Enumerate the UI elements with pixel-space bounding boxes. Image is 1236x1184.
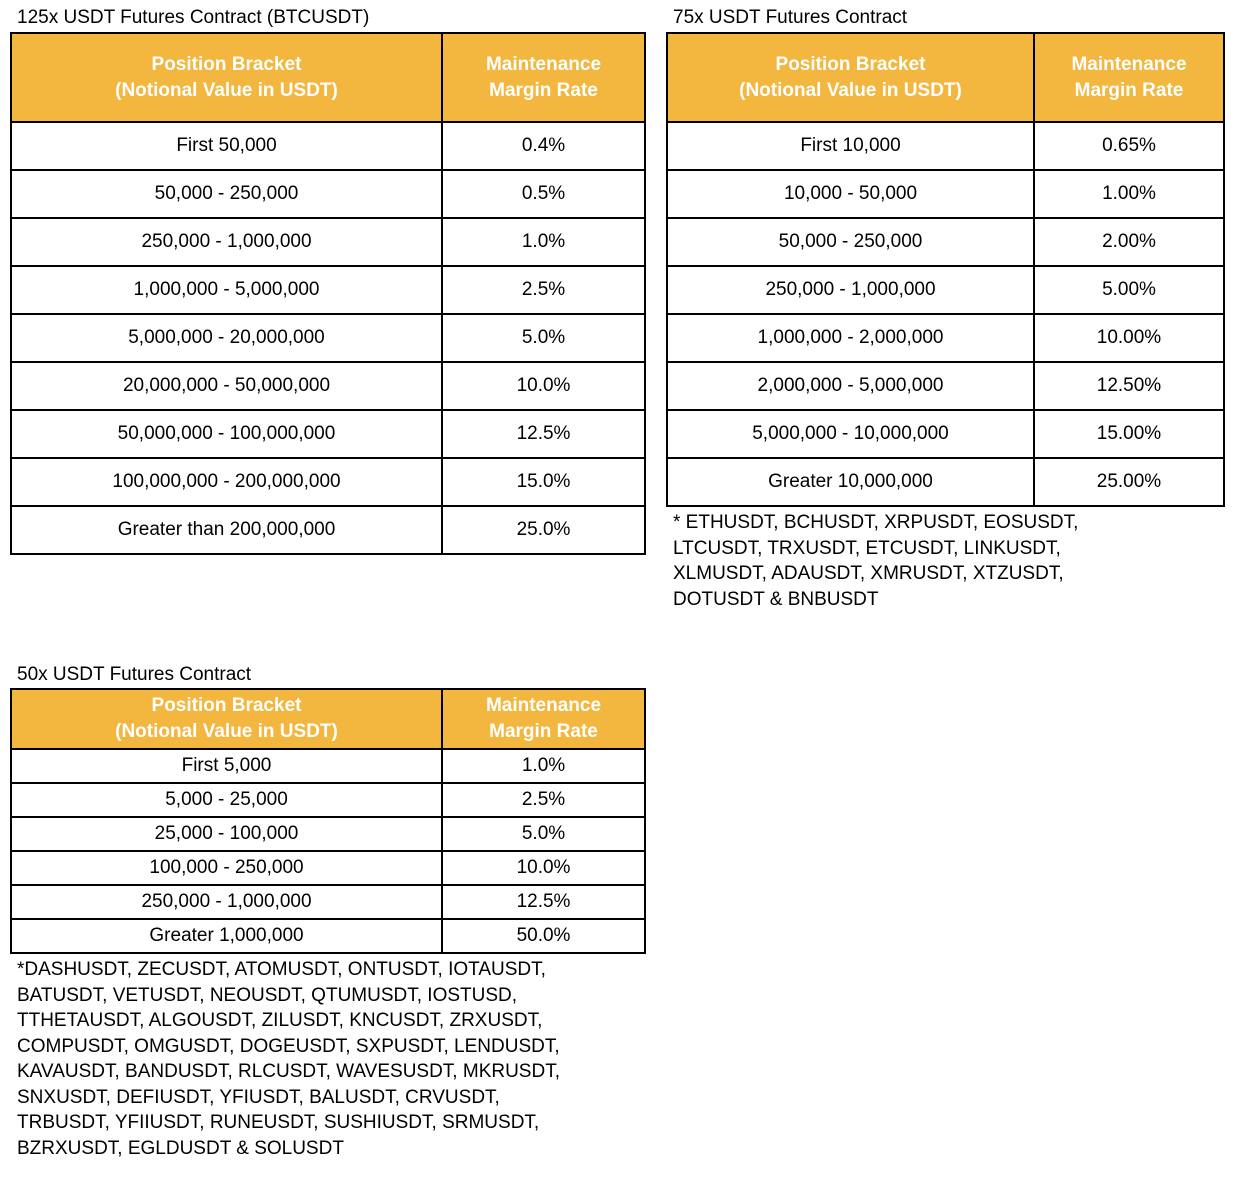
rate-cell: 10.0% — [442, 362, 645, 410]
table-row — [667, 314, 1224, 362]
bracket-cell: 100,000,000 - 200,000,000 — [11, 458, 442, 506]
rate-cell: 12.50% — [1034, 362, 1224, 410]
header-line: Maintenance — [485, 53, 602, 75]
table-75x — [666, 32, 1225, 507]
header-line: Position Bracket — [775, 53, 926, 75]
table-row — [11, 919, 645, 953]
table-row — [667, 170, 1224, 218]
table-row — [11, 266, 645, 314]
bracket-cell: First 10,000 — [667, 122, 1034, 170]
header-maintenance-margin-rate — [442, 33, 645, 122]
header-line: Position Bracket — [151, 695, 302, 716]
table-row — [11, 783, 645, 817]
table-50x-title: 50x USDT Futures Contract — [17, 664, 252, 685]
table-row — [11, 817, 645, 851]
header-line: Margin Rate — [489, 79, 598, 101]
table-75x-title: 75x USDT Futures Contract — [673, 7, 908, 28]
table-header-row — [667, 33, 1224, 122]
table-row — [667, 458, 1224, 506]
table-row — [11, 506, 645, 554]
rate-cell: 15.00% — [1034, 410, 1224, 458]
bracket-cell: First 50,000 — [11, 122, 442, 170]
table-125x — [10, 32, 646, 555]
table-row — [11, 885, 645, 919]
header-line: Margin Rate — [489, 721, 598, 742]
header-maintenance-margin-rate — [442, 689, 645, 749]
bracket-cell: Greater than 200,000,000 — [11, 506, 442, 554]
table-50x — [10, 688, 646, 954]
rate-cell: 2.5% — [442, 266, 645, 314]
bracket-cell: 5,000,000 - 10,000,000 — [667, 410, 1034, 458]
table-row — [11, 410, 645, 458]
rate-cell: 10.0% — [442, 851, 645, 885]
table-125x-title: 125x USDT Futures Contract (BTCUSDT) — [17, 7, 370, 28]
bracket-cell: 10,000 - 50,000 — [667, 170, 1034, 218]
header-line: (Notional Value in USDT) — [739, 79, 962, 101]
bracket-cell: 250,000 - 1,000,000 — [667, 266, 1034, 314]
header-maintenance-margin-rate — [1034, 33, 1224, 122]
rate-cell: 15.0% — [442, 458, 645, 506]
table-row — [667, 266, 1224, 314]
table-row — [11, 749, 645, 783]
bracket-cell: Greater 1,000,000 — [11, 919, 442, 953]
bracket-cell: First 5,000 — [11, 749, 442, 783]
table-row — [667, 362, 1224, 410]
rate-cell: 10.00% — [1034, 314, 1224, 362]
bracket-cell: 1,000,000 - 5,000,000 — [11, 266, 442, 314]
bracket-cell: 2,000,000 - 5,000,000 — [667, 362, 1034, 410]
bracket-cell: 20,000,000 - 50,000,000 — [11, 362, 442, 410]
table-row — [667, 410, 1224, 458]
table-row — [11, 314, 645, 362]
rate-cell: 5.00% — [1034, 266, 1224, 314]
table-row — [11, 122, 645, 170]
rate-cell: 2.5% — [442, 783, 645, 817]
table-75x-symbols-note: * ETHUSDT, BCHUSDT, XRPUSDT, EOSUSDT, LTCUSDT, TRXUSDT, ETCUSDT, LINKUSDT, XLMUSDT, ADAUSDT, XMRUSDT, XTZUSDT, DOTUSDT & BNBUSDT — [673, 512, 1079, 610]
table-row — [11, 362, 645, 410]
header-line: Margin Rate — [1074, 79, 1184, 101]
header-line: Maintenance — [1071, 53, 1187, 75]
rate-cell: 50.0% — [442, 919, 645, 953]
bracket-cell: 5,000 - 25,000 — [11, 783, 442, 817]
table-row — [667, 122, 1224, 170]
header-line: (Notional Value in USDT) — [115, 721, 338, 742]
rate-cell: 0.4% — [442, 122, 645, 170]
rate-cell: 1.0% — [442, 218, 645, 266]
bracket-cell: 1,000,000 - 2,000,000 — [667, 314, 1034, 362]
bracket-cell: 250,000 - 1,000,000 — [11, 218, 442, 266]
table-row — [11, 218, 645, 266]
header-position-bracket — [11, 689, 442, 749]
bracket-cell: 100,000 - 250,000 — [11, 851, 442, 885]
rate-cell: 12.5% — [442, 885, 645, 919]
rate-cell: 2.00% — [1034, 218, 1224, 266]
bracket-cell: 50,000 - 250,000 — [11, 170, 442, 218]
rate-cell: 25.00% — [1034, 458, 1224, 506]
bracket-cell: Greater 10,000,000 — [667, 458, 1034, 506]
header-position-bracket — [11, 33, 442, 122]
table-row — [11, 851, 645, 885]
table-row — [667, 218, 1224, 266]
table-header-row — [11, 33, 645, 122]
table-50x-symbols-note: *DASHUSDT, ZECUSDT, ATOMUSDT, ONTUSDT, IOTAUSDT, BATUSDT, VETUSDT, NEOUSDT, QTUMUSDT, IOSTUSD, TTHETAUSDT, ALGOUSDT, ZILUSDT, KNCUSDT, ZRXUSDT, COMPUSDT, OMGUSDT, DOGEUSDT, SXPUSDT, LENDUSDT, KAVAUSDT, BANDUSDT, RLCUSDT, WAVESUSDT, MKRUSDT, SNXUSDT, DEFIUSDT, YFIUSDT, BALUSDT, CRVUSDT, TRBUSDT, YFIIUSDT, RUNEUSDT, SUSHIUSDT, SRMUSDT, BZRXUSDT, EGLDUSDT & SOLUSDT — [17, 959, 560, 1159]
rate-cell: 12.5% — [442, 410, 645, 458]
table-row — [11, 170, 645, 218]
rate-cell: 5.0% — [442, 314, 645, 362]
rate-cell: 0.5% — [442, 170, 645, 218]
rate-cell: 5.0% — [442, 817, 645, 851]
bracket-cell: 250,000 - 1,000,000 — [11, 885, 442, 919]
rate-cell: 1.00% — [1034, 170, 1224, 218]
bracket-cell: 50,000 - 250,000 — [667, 218, 1034, 266]
table-row — [11, 458, 645, 506]
rate-cell: 0.65% — [1034, 122, 1224, 170]
header-line: Position Bracket — [151, 53, 302, 75]
rate-cell: 1.0% — [442, 749, 645, 783]
rate-cell: 25.0% — [442, 506, 645, 554]
bracket-cell: 25,000 - 100,000 — [11, 817, 442, 851]
bracket-cell: 50,000,000 - 100,000,000 — [11, 410, 442, 458]
header-line: Maintenance — [485, 695, 602, 716]
bracket-cell: 5,000,000 - 20,000,000 — [11, 314, 442, 362]
header-line: (Notional Value in USDT) — [115, 79, 338, 101]
header-position-bracket — [667, 33, 1034, 122]
table-header-row — [11, 689, 645, 749]
